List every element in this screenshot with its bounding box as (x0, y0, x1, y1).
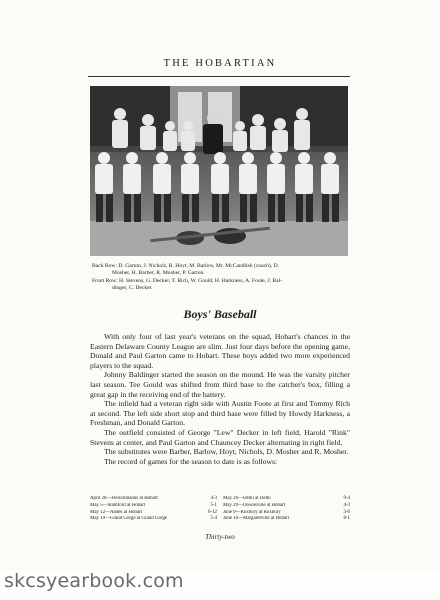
caption-back-row: Back Row: D. Garton, J. Nichols, R. Hoyt, M. Barlow, Mr. McCandlish (coach), D. (92, 263, 280, 269)
record-row: May 5—Stamford at Hobart 5-1 (90, 502, 217, 508)
team-photo-illustration (90, 86, 348, 256)
record-row: June 16—Margaretville at Hobart 8-1 (223, 516, 350, 522)
record-row: April 28—Fleischmanns at Hobart 4-3 (90, 496, 217, 501)
record-row: May 19—Grand Gorge at Grand Gorge 5-4 (90, 516, 217, 522)
paragraph: The substitutes were Barber, Barlow, Hoyt, Nichols, D. Mosher and R. Mosher. (104, 447, 349, 457)
page-number: Thirty-two (205, 533, 235, 541)
record-row: June 9—Roxbury at Roxbury 3-6 (223, 509, 350, 515)
record-row: May 29—Downsville at Hobart 4-3 (223, 502, 350, 508)
article-body (90, 332, 350, 466)
caption-front-row-cont: dinger, C. Decker. (112, 285, 153, 292)
paragraph: With only four of last year's veterans on the squad, Hobart's chances in the Eastern Delaware County League are slim. Just four days before the opening game, Donald and Paul Garton came to Hobart. These boys added two more experienced players to the squad. (90, 332, 350, 370)
paragraph: The outfield consisted of George "Lew" Decker in left field, Harold "Rink" Stevens at center, and Paul Garton and Chauncey Decker alternating in right field. (90, 427, 350, 447)
game-records (90, 496, 350, 523)
article-title: Boys' Baseball (183, 307, 257, 321)
records-right-column (223, 496, 350, 523)
records-left-column (90, 496, 217, 523)
paragraph: The record of games for the season to date is as follows: (104, 456, 278, 466)
paragraph: Johnny Baldinger started the season on the mound. He was the varsity pitcher last season. Tee Gould was shifted from third base to the catcher's box, filling a great gap in the receiving end of the battery. (90, 370, 350, 399)
page-header: THE HOBARTIAN (163, 58, 277, 69)
watermark: skcsyearbook.com (0, 570, 440, 592)
caption-back-row-cont: Mosher, H. Barber, R. Mosher, P. Garton. (112, 270, 205, 277)
team-photo (90, 86, 348, 256)
record-row: May 12—Andes at Hobart 6-12 (90, 509, 217, 515)
caption-front-row: Front Row: H. Stevens, G. Decker, T. Rich, W. Gould, H. Harkness, A. Foote, J. Bal- (92, 277, 283, 284)
record-row: May 26—Delhi at Delhi 9-4 (223, 496, 350, 501)
photo-caption (92, 263, 350, 293)
header-rule (88, 76, 350, 77)
paragraph: The infield had a veteran right side with Austin Foote at first and Tommy Rich at second. The left side short stop and third base were filled by Howdy Harkness, a Freshman, and Donald Garton. (90, 399, 350, 428)
